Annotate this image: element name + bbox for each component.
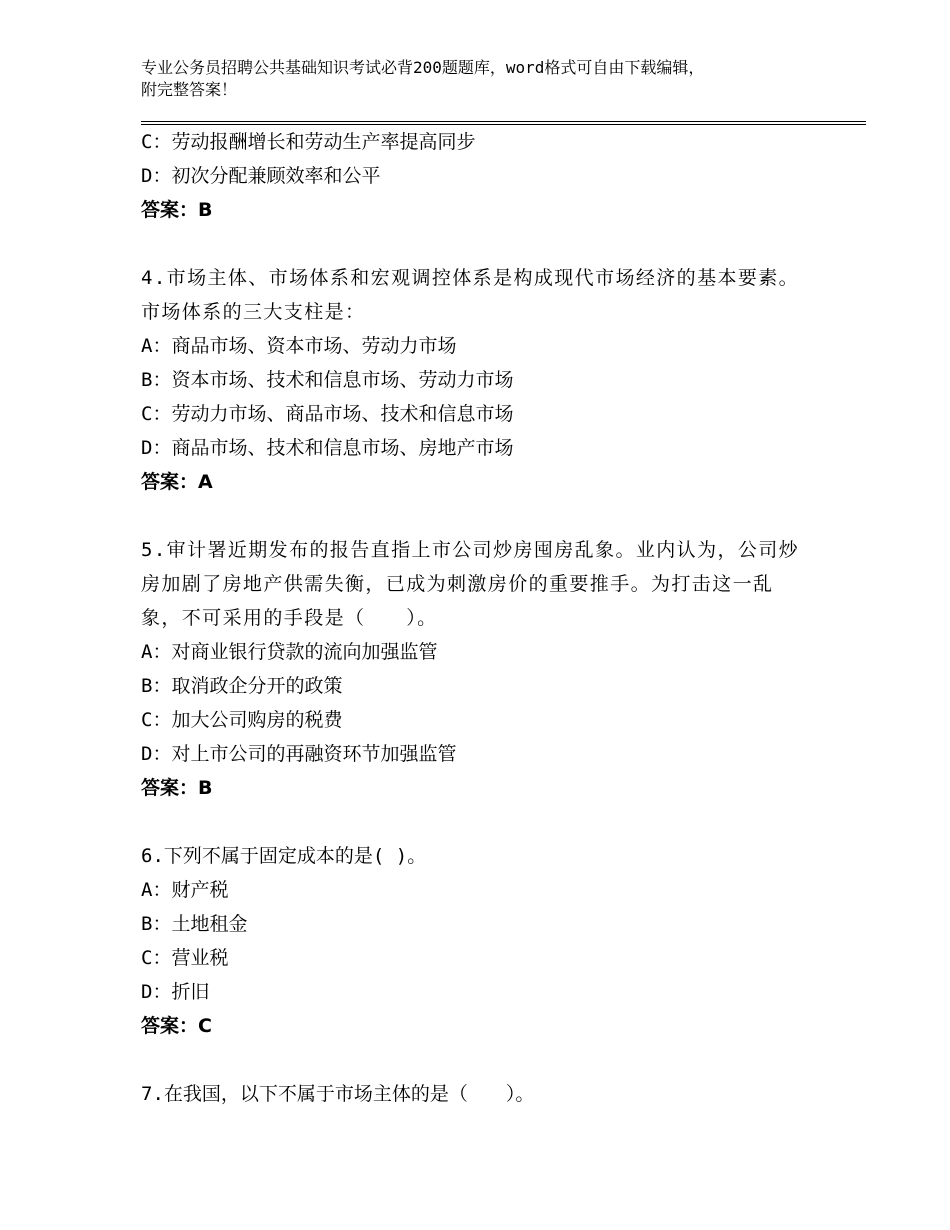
spacer xyxy=(141,227,801,261)
question-stem: 7.在我国，以下不属于市场主体的是（ ）。 xyxy=(141,1083,535,1105)
question-4 xyxy=(141,261,801,499)
option-c: C：劳动力市场、商品市场、技术和信息市场 xyxy=(141,403,514,425)
question-6 xyxy=(141,839,801,1043)
option-a: A：商品市场、资本市场、劳动力市场 xyxy=(141,335,457,357)
question-7 xyxy=(141,1077,801,1111)
option-b: B：取消政企分开的政策 xyxy=(141,675,343,697)
header-line-2: 附完整答案！ xyxy=(141,80,238,99)
page-header xyxy=(141,57,841,101)
question-stem: 5.审计署近期发布的报告直指上市公司炒房囤房乱象。业内认为，公司炒房加剧了房地产供需失衡，已成为刺激房价的重要推手。为打击这一乱象，不可采用的手段是（ ）。 xyxy=(141,539,800,629)
answer: 答案：C xyxy=(141,1015,212,1037)
header-line-1: 专业公务员招聘公共基础知识考试必背200题题库，word格式可自由下载编辑， xyxy=(141,58,705,77)
option-b: B：资本市场、技术和信息市场、劳动力市场 xyxy=(141,369,514,391)
question-content xyxy=(141,125,801,1111)
spacer xyxy=(141,499,801,533)
option-d: D：对上市公司的再融资环节加强监管 xyxy=(141,743,457,765)
answer: 答案：A xyxy=(141,471,213,493)
option-d: D：商品市场、技术和信息市场、房地产市场 xyxy=(141,437,514,459)
question-stem: 4.市场主体、市场体系和宏观调控体系是构成现代市场经济的基本要素。市场体系的三大支柱是： xyxy=(141,267,800,323)
question-5 xyxy=(141,533,801,805)
option-c: C：加大公司购房的税费 xyxy=(141,709,343,731)
option-a: A：对商业银行贷款的流向加强监管 xyxy=(141,641,438,663)
option-c: C：营业税 xyxy=(141,947,229,969)
answer: 答案：B xyxy=(141,199,213,221)
spacer xyxy=(141,805,801,839)
question-3-tail xyxy=(141,125,801,227)
spacer xyxy=(141,1043,801,1077)
option-a: A：财产税 xyxy=(141,879,229,901)
option-d: D：折旧 xyxy=(141,981,210,1003)
question-stem: 6.下列不属于固定成本的是( )。 xyxy=(141,845,427,867)
option-c: C：劳动报酬增长和劳动生产率提高同步 xyxy=(141,131,476,153)
option-d: D：初次分配兼顾效率和公平 xyxy=(141,165,381,187)
answer: 答案：B xyxy=(141,777,213,799)
option-b: B：土地租金 xyxy=(141,913,248,935)
